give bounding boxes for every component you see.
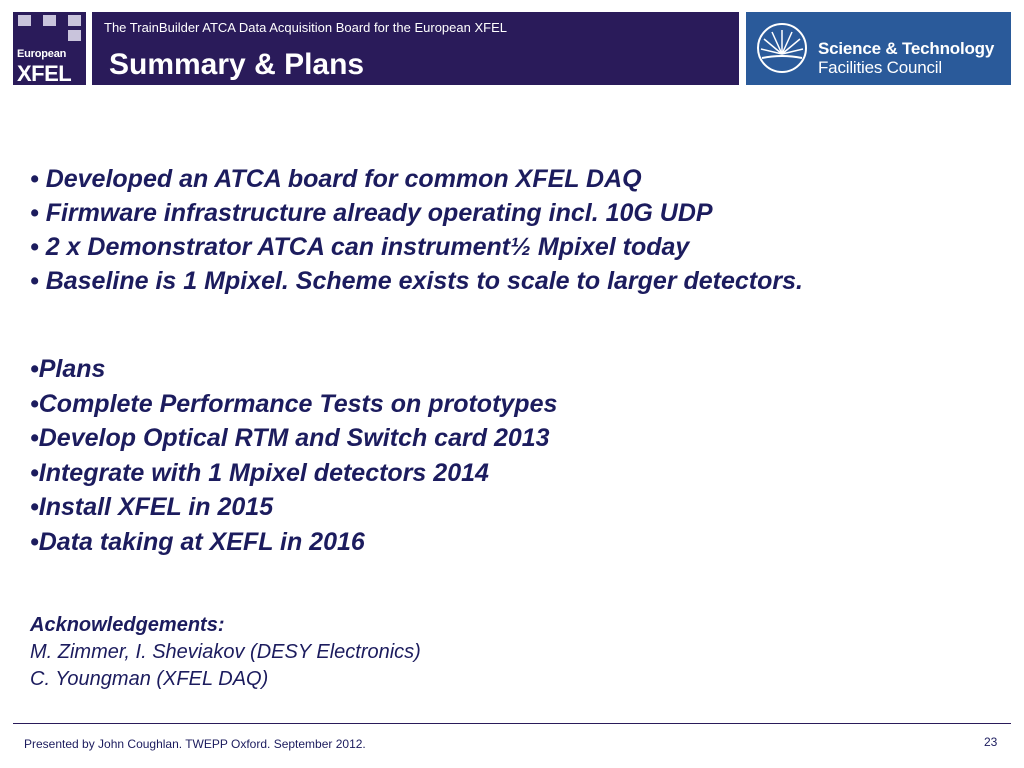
stfc-logo-line1: Science & Technology xyxy=(818,39,995,58)
plans-item: •Data taking at XEFL in 2016 xyxy=(30,527,365,556)
logo-square xyxy=(68,30,81,41)
header-subtitle: The TrainBuilder ATCA Data Acquisition Board for the European XFEL xyxy=(104,20,507,35)
stfc-logo xyxy=(746,12,1011,85)
plans-item: •Plans xyxy=(30,355,106,383)
plans-item: •Install XFEL in 2015 xyxy=(30,493,274,521)
summary-item: • Developed an ATCA board for common XFEL DAQ xyxy=(30,165,642,193)
logo-square xyxy=(68,15,81,26)
logo-european-text: European xyxy=(17,48,67,60)
summary-item: • Firmware infrastructure already operating incl. 10G UDP xyxy=(30,199,713,227)
logo-square xyxy=(43,15,56,26)
plans-item: •Complete Performance Tests on prototypes xyxy=(30,389,558,418)
logo-square xyxy=(18,15,31,26)
stfc-logo-line2: Facilities Council xyxy=(818,58,942,77)
summary-item: • Baseline is 1 Mpixel. Scheme exists to scale to larger detectors. xyxy=(30,267,803,295)
logo-xfel-text: XFEL xyxy=(17,61,72,86)
european-xfel-logo xyxy=(13,12,86,85)
acknowledgements xyxy=(30,612,421,693)
footer-divider xyxy=(13,723,1011,724)
footer-presenter: Presented by John Coughlan. TWEPP Oxford. September 2012. xyxy=(24,737,366,751)
page-title: Summary & Plans xyxy=(109,48,365,81)
summary-list xyxy=(30,162,803,298)
acknowledgements-line: C. Youngman (XFEL DAQ) xyxy=(30,668,269,690)
acknowledgements-heading: Acknowledgements: xyxy=(30,614,225,636)
summary-item: • 2 x Demonstrator ATCA can instrument½ Mpixel today xyxy=(30,233,690,261)
sunburst-icon xyxy=(756,22,808,74)
plans-item: •Develop Optical RTM and Switch card 2013 xyxy=(30,424,550,452)
plans-list xyxy=(30,352,557,559)
title-bar xyxy=(92,12,739,85)
plans-item: •Integrate with 1 Mpixel detectors 2014 xyxy=(30,458,489,487)
acknowledgements-line: M. Zimmer, I. Sheviakov (DESY Electronics) xyxy=(30,641,421,663)
page-number: 23 xyxy=(984,735,998,749)
